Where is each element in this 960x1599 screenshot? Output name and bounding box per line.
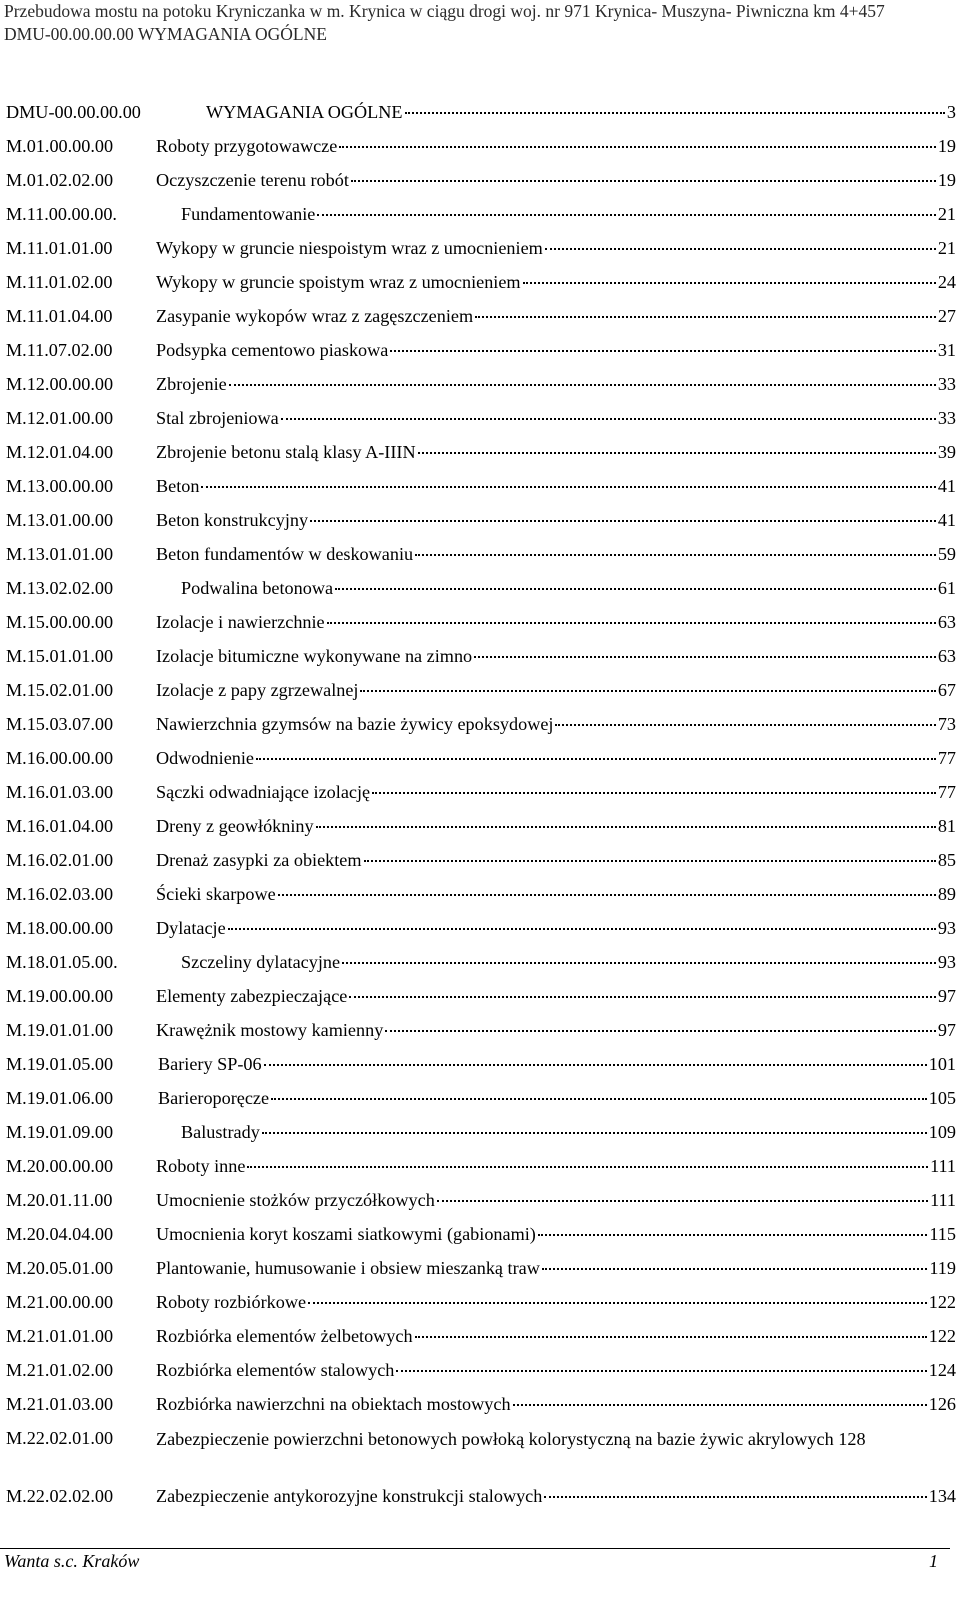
toc-entry-title: Rozbiórka elementów żelbetowych <box>156 1326 413 1346</box>
toc-entry-code: M.15.01.01.00 <box>6 646 114 666</box>
toc-entry-page: 33 <box>937 408 956 428</box>
toc-dot-leader <box>475 316 936 318</box>
toc-dot-leader <box>396 1370 926 1372</box>
toc-entry[interactable] <box>6 271 956 305</box>
toc-entry-page: 105 <box>928 1088 956 1108</box>
toc-dot-leader <box>523 282 936 284</box>
toc-entry-page: 19 <box>937 136 956 156</box>
toc-entry[interactable] <box>6 1257 956 1291</box>
toc-entry-code: M.13.02.02.00 <box>6 578 114 598</box>
toc-entry[interactable] <box>6 101 956 135</box>
toc-entry-title: Beton konstrukcyjny <box>156 510 309 530</box>
footer-company: Wanta s.c. Kraków <box>4 1551 140 1571</box>
toc-entry-title: Barieroporęcze <box>158 1088 270 1108</box>
toc-entry-code: M.12.01.04.00 <box>6 442 114 462</box>
toc-dot-leader <box>364 860 936 862</box>
toc-entry-code: M.11.07.02.00 <box>6 340 113 360</box>
toc-entry[interactable] <box>6 1053 956 1087</box>
toc-entry-title: Wykopy w gruncie spoistym wraz z umocnieniem <box>156 272 521 292</box>
header-project-title: Przebudowa mostu na potoku Kryniczanka w m. Krynica w ciągu drogi woj. nr 971 Krynica- Muszyna- Piwniczna km 4+457 <box>4 1 885 21</box>
toc-dot-leader <box>342 962 936 964</box>
toc-entry[interactable] <box>6 1291 956 1325</box>
toc-dot-leader <box>316 826 936 828</box>
toc-entry-page: 111 <box>930 1190 956 1210</box>
toc-entry[interactable] <box>6 305 956 339</box>
toc-entry-page: 59 <box>937 544 956 564</box>
toc-entry-title: WYMAGANIA OGÓLNE <box>206 102 403 122</box>
toc-entry-page: 19 <box>937 170 956 190</box>
toc-entry-title: Zbrojenie betonu stalą klasy A-IIIN <box>156 442 416 462</box>
toc-entry[interactable] <box>6 679 956 713</box>
toc-dot-leader <box>278 894 936 896</box>
toc-entry-page: 97 <box>937 1020 956 1040</box>
toc-dot-leader <box>513 1404 927 1406</box>
toc-entry-code: M.13.01.01.00 <box>6 544 114 564</box>
toc-entry-code: M.16.01.04.00 <box>6 816 114 836</box>
toc-entry-page: 77 <box>937 748 956 768</box>
toc-entry-title: Roboty przygotowawcze <box>156 136 338 156</box>
toc-entry[interactable] <box>6 985 956 1019</box>
toc-entry-code: M.19.01.09.00 <box>6 1122 114 1142</box>
toc-entry-code: M.16.02.03.00 <box>6 884 114 904</box>
toc-entry-title: Izolacje i nawierzchnie <box>156 612 325 632</box>
toc-entry-code: M.21.01.02.00 <box>6 1360 114 1380</box>
toc-entry-title: Odwodnienie <box>156 748 254 768</box>
toc-entry-code: M.15.03.07.00 <box>6 714 114 734</box>
toc-entry-code: M.15.02.01.00 <box>6 680 114 700</box>
toc-entry-page: 85 <box>937 850 956 870</box>
toc-entry[interactable] <box>6 1121 956 1155</box>
toc-dot-leader <box>390 350 935 352</box>
toc-dot-leader <box>310 520 936 522</box>
toc-entry[interactable] <box>6 441 956 475</box>
toc-dot-leader <box>271 1098 927 1100</box>
toc-entry[interactable] <box>6 169 956 203</box>
toc-dot-leader <box>201 486 935 488</box>
toc-dot-leader <box>415 554 936 556</box>
toc-dot-leader <box>555 724 935 726</box>
toc-entry-code: M.18.00.00.00 <box>6 918 114 938</box>
toc-entry-page: 41 <box>937 476 956 496</box>
toc-dot-leader <box>264 1064 927 1066</box>
toc-entry-code: M.20.01.11.00 <box>6 1190 113 1210</box>
toc-entry[interactable] <box>6 781 956 815</box>
toc-entry-code: M.19.01.05.00 <box>6 1054 114 1074</box>
toc-entry-page: 39 <box>937 442 956 462</box>
toc-dot-leader <box>349 996 935 998</box>
toc-dot-leader <box>228 928 936 930</box>
toc-entry-page: 61 <box>937 578 956 598</box>
toc-dot-leader <box>437 1200 928 1202</box>
toc-entry-title: Podsypka cementowo piaskowa <box>156 340 389 360</box>
toc-dot-leader <box>544 1496 926 1498</box>
toc-entry-page: 122 <box>928 1292 956 1312</box>
toc-entry-title: Bariery SP-06 <box>158 1054 262 1074</box>
header-section-title: DMU-00.00.00.00 WYMAGANIA OGÓLNE <box>4 24 327 44</box>
toc-entry-title: Balustrady <box>181 1122 260 1142</box>
toc-dot-leader <box>360 690 935 692</box>
toc-entry[interactable] <box>6 237 956 271</box>
toc-entry[interactable] <box>6 1427 956 1485</box>
toc-entry-page: 101 <box>928 1054 956 1074</box>
toc-entry-title: Fundamentowanie <box>181 204 316 224</box>
toc-entry-code: M.12.00.00.00 <box>6 374 114 394</box>
toc-entry-title: Roboty rozbiórkowe <box>156 1292 307 1312</box>
toc-entry-page: 24 <box>937 272 956 292</box>
toc-entry-code: M.16.00.00.00 <box>6 748 114 768</box>
toc-dot-leader <box>474 656 936 658</box>
toc-entry-page: 81 <box>937 816 956 836</box>
toc-entry-code: M.22.02.01.00 <box>6 1428 114 1448</box>
toc-entry[interactable] <box>6 407 956 441</box>
toc-entry[interactable] <box>6 373 956 407</box>
toc-entry-title: Oczyszczenie terenu robót <box>156 170 349 190</box>
toc-entry-title: Wykopy w gruncie niespoistym wraz z umocnieniem <box>156 238 543 258</box>
toc-entry[interactable] <box>6 1189 956 1223</box>
toc-entry[interactable] <box>6 815 956 849</box>
toc-entry[interactable] <box>6 1223 956 1257</box>
toc-entry-code: M.22.02.02.00 <box>6 1486 114 1506</box>
toc-entry[interactable] <box>6 951 956 985</box>
toc-entry[interactable] <box>6 849 956 883</box>
toc-entry-page: 128 <box>838 1429 866 1449</box>
toc-entry-title: Roboty inne <box>156 1156 246 1176</box>
toc-entry[interactable] <box>6 1485 956 1519</box>
toc-dot-leader <box>415 1336 927 1338</box>
toc-entry[interactable] <box>6 917 956 951</box>
toc-entry-code: M.21.01.03.00 <box>6 1394 114 1414</box>
toc-dot-leader <box>256 758 936 760</box>
toc-entry-title: Krawężnik mostowy kamienny <box>156 1020 384 1040</box>
toc-entry-code: M.16.02.01.00 <box>6 850 114 870</box>
toc-entry-title: Zabezpieczenie antykorozyjne konstrukcji stalowych <box>156 1486 543 1506</box>
toc-entry-code: M.11.00.00.00. <box>6 204 117 224</box>
toc-entry-code: M.01.02.02.00 <box>6 170 114 190</box>
toc-dot-leader <box>247 1166 928 1168</box>
toc-entry-page: 122 <box>928 1326 956 1346</box>
toc-entry-code: M.20.00.00.00 <box>6 1156 114 1176</box>
toc-entry-title: Szczeliny dylatacyjne <box>181 952 341 972</box>
toc-entry-code: M.11.01.02.00 <box>6 272 113 292</box>
toc-entry[interactable] <box>6 1155 956 1189</box>
toc-entry-code: M.13.00.00.00 <box>6 476 114 496</box>
toc-entry-code: M.19.01.06.00 <box>6 1088 114 1108</box>
toc-entry-page: 77 <box>937 782 956 802</box>
toc-entry-title: Zbrojenie <box>156 374 227 394</box>
page-header <box>4 0 954 46</box>
toc-entry[interactable] <box>6 339 956 373</box>
toc-entry-page: 21 <box>937 204 956 224</box>
toc-entry-page: 27 <box>937 306 956 326</box>
toc-entry-page: 124 <box>928 1360 956 1380</box>
toc-entry[interactable] <box>6 645 956 679</box>
toc-entry[interactable] <box>6 203 956 237</box>
toc-entry-title: Ścieki skarpowe <box>156 884 276 904</box>
toc-dot-leader <box>281 418 936 420</box>
toc-entry-title: Elementy zabezpieczające <box>156 986 348 1006</box>
toc-entry-title: Beton <box>156 476 200 496</box>
toc-entry-code: M.20.04.04.00 <box>6 1224 114 1244</box>
footer-page-number: 1 <box>929 1551 938 1571</box>
toc-entry-title: Sączki odwadniające izolację <box>156 782 371 802</box>
toc-dot-leader <box>229 384 936 386</box>
toc-entry[interactable] <box>6 747 956 781</box>
toc-dot-leader <box>385 1030 936 1032</box>
toc-entry-page: 126 <box>928 1394 956 1414</box>
page-footer <box>0 1548 950 1579</box>
toc-entry-page: 63 <box>937 612 956 632</box>
toc-entry-page: 111 <box>930 1156 956 1176</box>
toc-entry-code: M.15.00.00.00 <box>6 612 114 632</box>
toc-entry-title: Beton fundamentów w deskowaniu <box>156 544 414 564</box>
toc-entry[interactable] <box>6 1393 956 1427</box>
toc-entry-code: M.19.01.01.00 <box>6 1020 114 1040</box>
toc-entry-title: Umocnienia koryt koszami siatkowymi (gabionami) <box>156 1224 536 1244</box>
toc-entry-page: 93 <box>937 918 956 938</box>
toc-entry-code: M.11.01.01.00 <box>6 238 113 258</box>
toc-entry-title: Stal zbrojeniowa <box>156 408 279 428</box>
toc-entry[interactable] <box>6 135 956 169</box>
toc-entry-title: Umocnienie stożków przyczółkowych <box>156 1190 435 1210</box>
toc-dot-leader <box>372 792 936 794</box>
toc-entry[interactable] <box>6 611 956 645</box>
toc-dot-leader <box>317 214 935 216</box>
table-of-contents <box>6 101 956 1519</box>
toc-entry-code: M.16.01.03.00 <box>6 782 114 802</box>
toc-entry-code: M.21.00.00.00 <box>6 1292 114 1312</box>
toc-entry-title: Dylatacje <box>156 918 226 938</box>
toc-entry[interactable] <box>6 475 956 509</box>
toc-entry-page: 134 <box>928 1486 956 1506</box>
toc-dot-leader <box>339 146 935 148</box>
toc-entry-page: 21 <box>937 238 956 258</box>
toc-entry-page: 109 <box>928 1122 956 1142</box>
toc-entry[interactable] <box>6 1359 956 1393</box>
toc-dot-leader <box>262 1132 927 1134</box>
toc-entry-code: M.01.00.00.00 <box>6 136 114 156</box>
toc-entry-page: 67 <box>937 680 956 700</box>
toc-entry-title: Zasypanie wykopów wraz z zagęszczeniem <box>156 306 474 326</box>
toc-entry-page: 119 <box>929 1258 956 1278</box>
toc-dot-leader <box>308 1302 927 1304</box>
toc-entry-title: Nawierzchnia gzymsów na bazie żywicy epoksydowej <box>156 714 554 734</box>
toc-entry-page: 89 <box>937 884 956 904</box>
toc-entry-title: Izolacje z papy zgrzewalnej <box>156 680 359 700</box>
toc-entry-code: M.19.00.00.00 <box>6 986 114 1006</box>
toc-entry-code: M.13.01.00.00 <box>6 510 114 530</box>
toc-dot-leader <box>545 248 936 250</box>
toc-entry-page: 63 <box>937 646 956 666</box>
toc-entry[interactable] <box>6 1019 956 1053</box>
toc-entry[interactable] <box>6 577 956 611</box>
toc-entry-code: DMU-00.00.00.00 <box>6 102 141 122</box>
toc-dot-leader <box>538 1234 928 1236</box>
toc-entry-title: Zabezpieczenie powierzchni betonowych powłoką kolorystyczną na bazie żywic akrylowych <box>156 1429 834 1449</box>
toc-entry[interactable] <box>6 509 956 543</box>
toc-entry-page: 115 <box>929 1224 956 1244</box>
toc-entry-page: 41 <box>937 510 956 530</box>
toc-entry-page: 31 <box>937 340 956 360</box>
toc-entry[interactable] <box>6 1325 956 1359</box>
toc-dot-leader <box>542 1268 928 1270</box>
toc-entry-code: M.21.01.01.00 <box>6 1326 114 1346</box>
toc-entry[interactable] <box>6 883 956 917</box>
toc-entry-title: Plantowanie, humusowanie i obsiew mieszanką traw <box>156 1258 540 1278</box>
toc-entry-title: Rozbiórka nawierzchni na obiektach mostowych <box>156 1394 511 1414</box>
toc-dot-leader <box>418 452 936 454</box>
toc-entry[interactable] <box>6 1087 956 1121</box>
toc-entry-page: 93 <box>937 952 956 972</box>
toc-entry-title: Podwalina betonowa <box>181 578 334 598</box>
toc-entry-page: 97 <box>937 986 956 1006</box>
toc-entry-code: M.12.01.00.00 <box>6 408 114 428</box>
toc-entry-code: M.20.05.01.00 <box>6 1258 114 1278</box>
toc-entry-page: 33 <box>937 374 956 394</box>
toc-entry[interactable] <box>6 543 956 577</box>
toc-entry-title: Dreny z geowłókniny <box>156 816 314 836</box>
toc-entry-code: M.11.01.04.00 <box>6 306 113 326</box>
toc-entry-code: M.18.01.05.00. <box>6 952 118 972</box>
toc-entry[interactable] <box>6 713 956 747</box>
toc-entry-title: Rozbiórka elementów stalowych <box>156 1360 395 1380</box>
toc-dot-leader <box>335 588 936 590</box>
toc-entry-page: 73 <box>937 714 956 734</box>
toc-entry-title: Drenaż zasypki za obiektem <box>156 850 362 870</box>
toc-dot-leader <box>405 112 945 114</box>
toc-entry-page: 3 <box>946 102 956 122</box>
toc-dot-leader <box>327 622 936 624</box>
toc-entry-title: Izolacje bitumiczne wykonywane na zimno <box>156 646 473 666</box>
toc-dot-leader <box>351 180 936 182</box>
